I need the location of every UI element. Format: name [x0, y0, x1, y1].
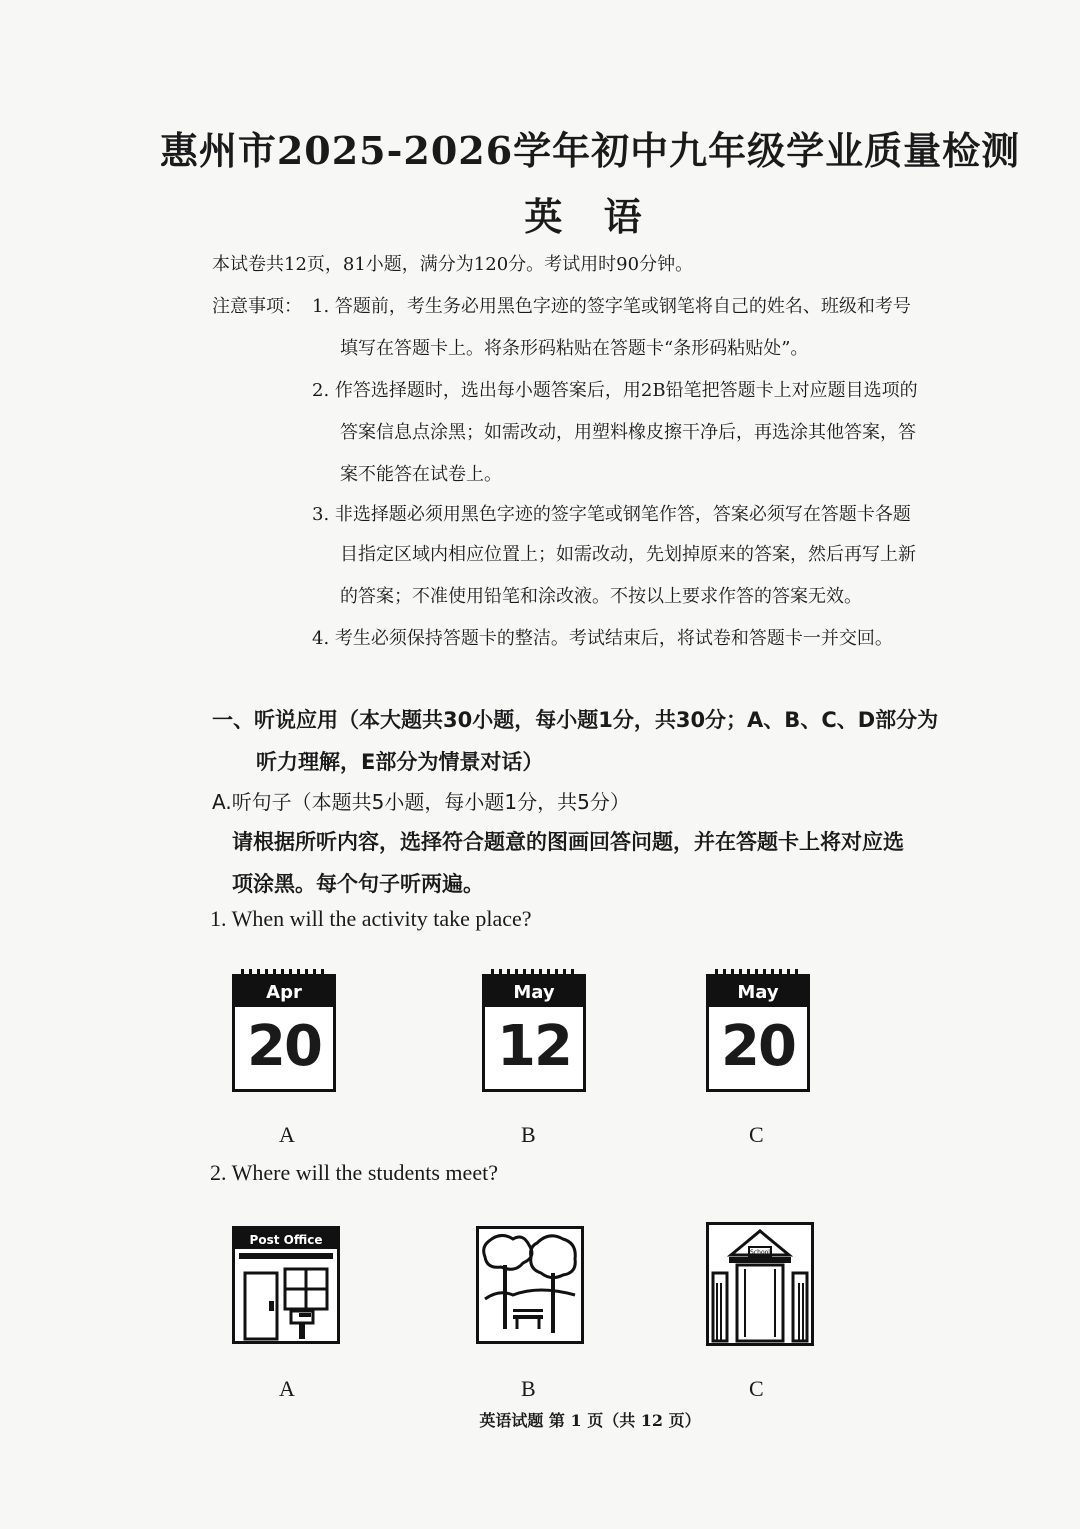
- page-footer: 英语试题 第 1 页（共 12 页）: [479, 1411, 701, 1430]
- note-line: 案不能答在试卷上。: [340, 464, 502, 485]
- post-office-icon: [232, 1226, 340, 1344]
- notes-label: 注意事项：: [212, 296, 302, 317]
- calendar-day: 20: [721, 1014, 795, 1079]
- question-1: 1. When will the activity take place?: [210, 906, 532, 931]
- exam-info: 本试卷共12页，81小题，满分为120分。考试用时90分钟。: [212, 254, 694, 275]
- note-line: 目指定区域内相应位置上；如需改动，先划掉原来的答案，然后再写上新: [340, 544, 916, 565]
- calendar-icon: [232, 974, 336, 1092]
- subject-title: 英 语: [524, 194, 656, 239]
- option-label: A: [279, 1376, 295, 1401]
- section-heading-cont: 听力理解，E部分为情景对话）: [256, 750, 544, 774]
- note-line: 3. 非选择题必须用黑色字迹的签字笔或钢笔作答，答案必须写在答题卡各题: [312, 504, 911, 525]
- part-a-title: A.听句子（本题共5小题，每小题1分，共5分）: [212, 790, 630, 814]
- calendar-month: May: [513, 982, 555, 1003]
- post-office-sign: Post Office: [249, 1233, 323, 1247]
- option-label: B: [521, 1122, 536, 1147]
- park-icon: [476, 1226, 584, 1344]
- note-line: 1. 答题前，考生务必用黑色字迹的签字笔或钢笔将自己的姓名、班级和考号: [312, 296, 911, 317]
- option-label: B: [521, 1376, 536, 1401]
- calendar-month: Apr: [266, 982, 302, 1003]
- note-line: 的答案；不准使用铅笔和涂改液。不按以上要求作答的答案无效。: [340, 586, 862, 607]
- school-icon: [706, 1222, 814, 1346]
- note-line: 2. 作答选择题时，选出每小题答案后，用2B铅笔把答题卡上对应题目选项的: [312, 380, 918, 401]
- note-line: 填写在答题卡上。将条形码粘贴在答题卡“条形码粘贴处”。: [340, 338, 809, 359]
- section-heading: 一、听说应用（本大题共30小题，每小题1分，共30分；A、B、C、D部分为: [212, 708, 939, 732]
- school-sign: School: [750, 1249, 770, 1256]
- option-label: C: [749, 1376, 764, 1401]
- note-line: 答案信息点涂黑；如需改动，用塑料橡皮擦干净后，再选涂其他答案，答: [340, 422, 916, 443]
- exam-title: 惠州市2025-2026学年初中九年级学业质量检测: [159, 128, 1021, 173]
- part-a-instruction: 请根据所听内容，选择符合题意的图画回答问题，并在答题卡上将对应选: [232, 830, 904, 854]
- calendar-icon: [706, 974, 810, 1092]
- calendar-day: 20: [247, 1014, 321, 1079]
- option-label: A: [279, 1122, 295, 1147]
- calendar-icon: [482, 974, 586, 1092]
- note-line: 4. 考生必须保持答题卡的整洁。考试结束后，将试卷和答题卡一并交回。: [312, 628, 893, 649]
- part-a-instruction-cont: 项涂黑。每个句子听两遍。: [232, 872, 484, 896]
- option-label: C: [749, 1122, 764, 1147]
- calendar-month: May: [737, 982, 779, 1003]
- calendar-day: 12: [497, 1014, 571, 1079]
- question-2: 2. Where will the students meet?: [210, 1160, 498, 1185]
